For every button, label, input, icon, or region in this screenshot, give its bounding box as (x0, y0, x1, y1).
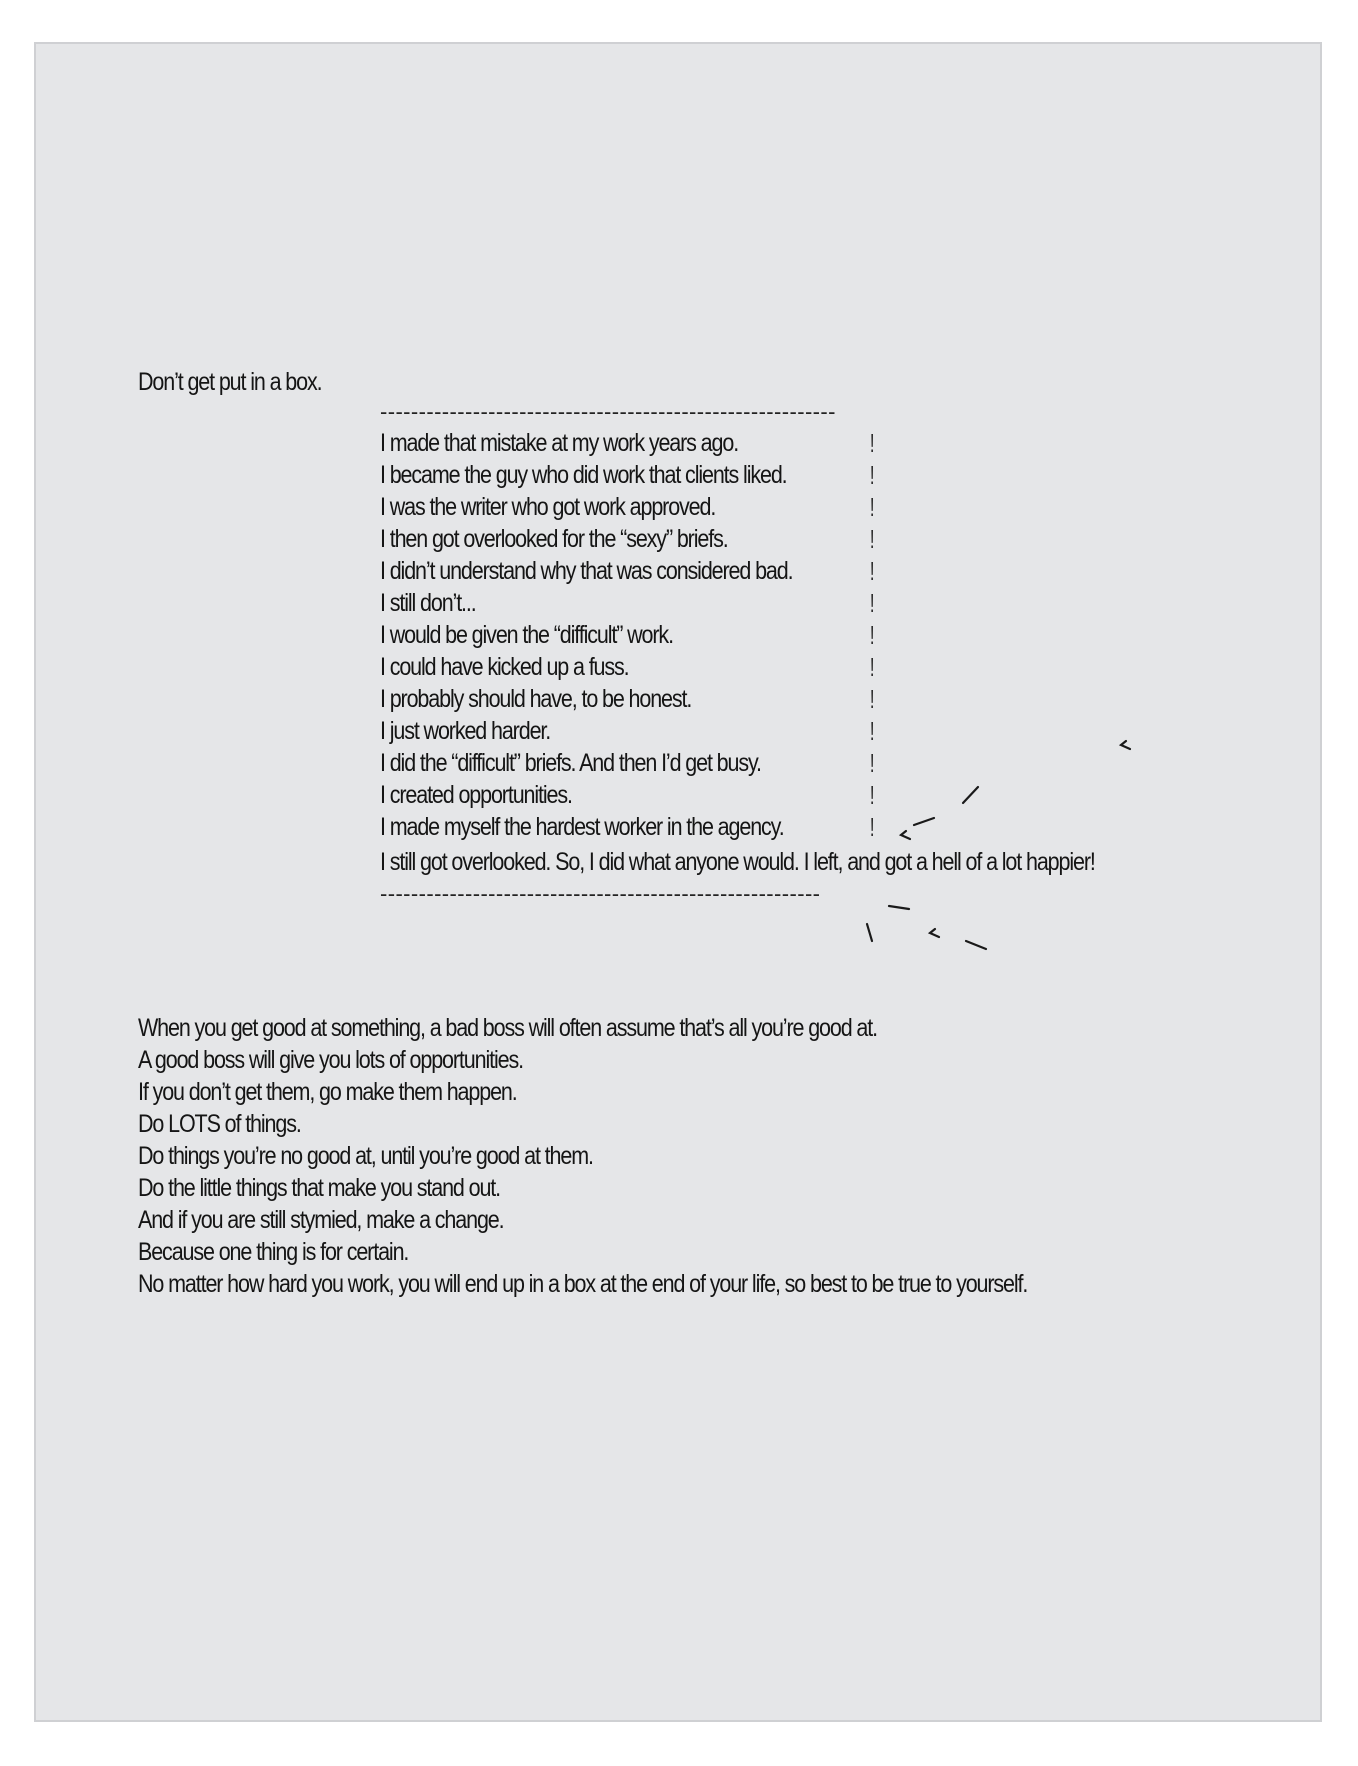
box-right-border-mark: ! (870, 716, 875, 746)
box-right-border-mark: ! (870, 812, 875, 842)
paragraph-line-3: If you don’t get them, go make them happen. (138, 1078, 517, 1106)
paragraph-line-1: When you get good at something, a bad boss will often assume that’s all you’re good at. (138, 1014, 877, 1042)
box-line-7: I would be given the “difficult” work. (380, 621, 673, 649)
box-line-3: I was the writer who got work approved. (380, 493, 716, 521)
box-line-13: I made myself the hardest worker in the agency. (380, 813, 784, 841)
box-right-border-mark: ! (870, 524, 875, 554)
paragraph-line-2: A good boss will give you lots of opportunities. (138, 1046, 523, 1074)
box-right-border-mark: ! (870, 460, 875, 490)
box-right-border-mark: ! (870, 620, 875, 650)
box-line-2: I became the guy who did work that clients liked. (380, 461, 787, 489)
box-line-5: I didn’t understand why that was considered bad. (380, 557, 793, 585)
box-line-8: I could have kicked up a fuss. (380, 653, 629, 681)
paragraph-line-6: Do the little things that make you stand out. (138, 1174, 501, 1202)
box-top-border: ----------------------------------------------------------- (380, 399, 836, 424)
box-right-border-mark: ! (870, 684, 875, 714)
box-line-9: I probably should have, to be honest. (380, 685, 692, 713)
box-line-6: I still don’t... (380, 589, 476, 617)
paragraph-line-5: Do things you’re no good at, until you’re good at them. (138, 1142, 593, 1170)
box-right-border-mark: ! (870, 588, 875, 618)
paragraph-line-9: No matter how hard you work, you will end up in a box at the end of your life, so best to be true to yourself. (138, 1270, 1028, 1298)
box-right-border-mark: ! (870, 556, 875, 586)
box-line-4: I then got overlooked for the “sexy” briefs. (380, 525, 728, 553)
box-line-11: I did the “difficult” briefs. And then I’d get busy. (380, 749, 761, 777)
box-line-10: I just worked harder. (380, 717, 551, 745)
box-right-border-mark: ! (870, 652, 875, 682)
box-line-12: I created opportunities. (380, 781, 572, 809)
box-right-border-mark: ! (870, 780, 875, 810)
paragraph-line-4: Do LOTS of things. (138, 1110, 301, 1138)
paragraph-line-8: Because one thing is for certain. (138, 1238, 409, 1266)
box-bottom-border: --------------------------------------------------------- (380, 881, 821, 906)
box-right-border-mark: ! (870, 748, 875, 778)
heading: Don’t get put in a box. (138, 368, 322, 396)
box-right-border-mark: ! (870, 492, 875, 522)
paragraph-line-7: And if you are still stymied, make a change. (138, 1206, 504, 1234)
box-line-1: I made that mistake at my work years ago. (380, 429, 739, 457)
box-breakout-line: I still got overlooked. So, I did what anyone would. I left, and got a hell of a lot happier! (380, 848, 1095, 876)
box-right-border-mark: ! (870, 428, 875, 458)
